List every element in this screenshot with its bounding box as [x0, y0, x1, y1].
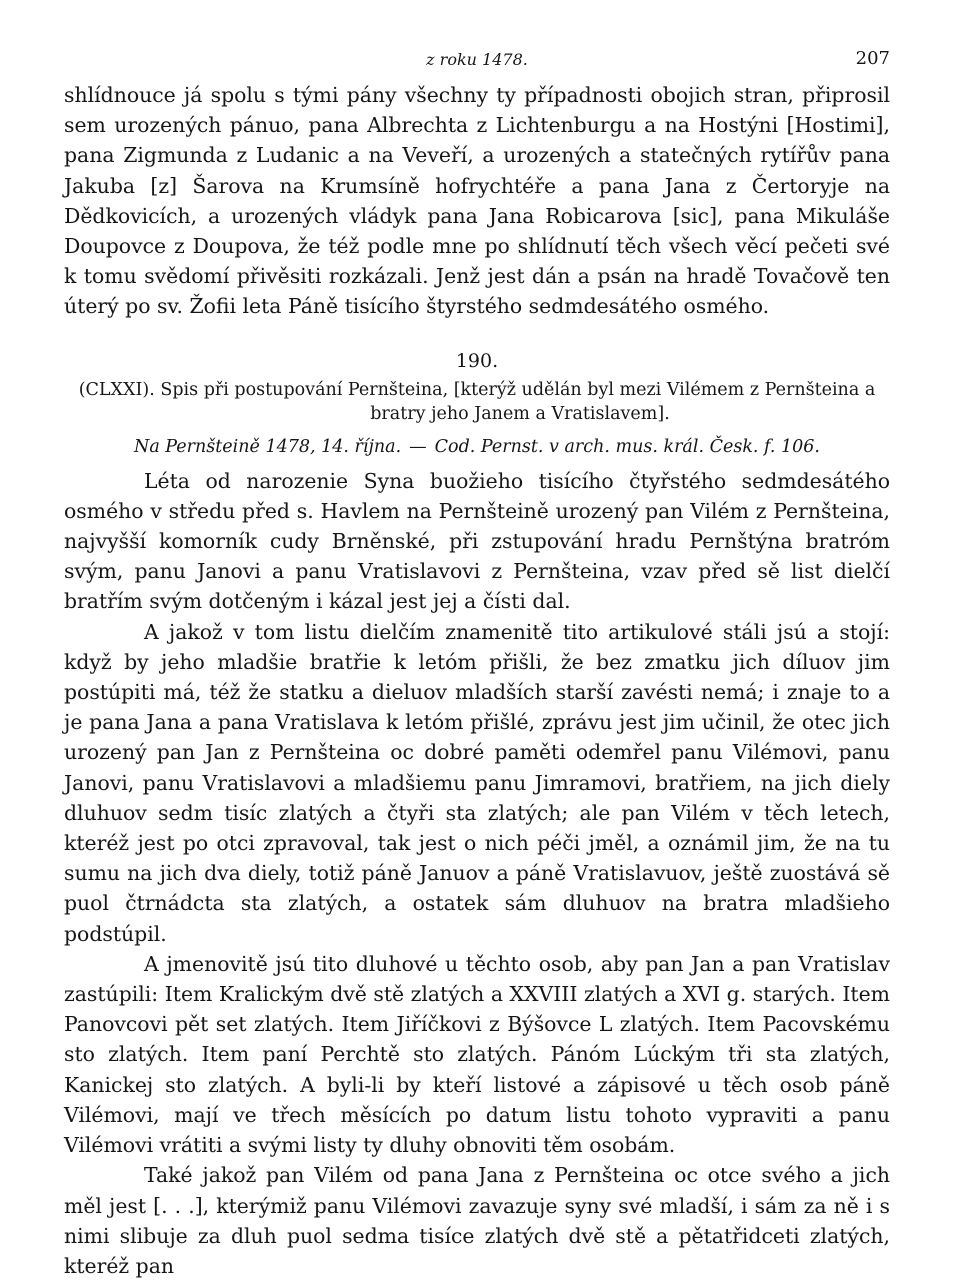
- running-head: [64, 44, 890, 80]
- document-roman-number: (CLXXI).: [78, 379, 155, 400]
- source-place-date: Na Pernšteině 1478, 14. října.: [134, 436, 402, 457]
- intro-paragraph: shlídnouce já spolu s tými pány všechny ty případnosti obojich stran, připrosil sem urozených pánuo, pana Albrechta z Lichtenburgu a na Hostýni [Hostimi], pana Zigmunda z Ludanic a na Veveří, a urozených a statečných rytířův pana Jakuba [z] Šarova na Krumsíně hofrychtéře a pana Jana z Čertoryje na Dědkovicích, a urozených vládyk pana Jana Robicarova [sic], pana Mikuláše Doupovce z Doupova, že též podle mne po shlídnutí těch všech věcí pečeti své k tomu svědomí přivěsiti rozkázali. Jenž jest dán a psán na hradě Tovačově ten úterý po sv. Žofii leta Páně tisícího štyrstého sedmdesátého osmého.: [64, 83, 890, 319]
- page-number: 207: [855, 48, 890, 69]
- body-paragraph: Léta od narozenie Syna buožieho tisícího čtyřstého sedmdesátého osmého v středu před s. Havlem na Pernšteině urozený pan Vilém z Pernšteina, najvyšší komorník cudy Brněnské, při zstupování hradu Pernštýna bratróm svým, panu Janovi a panu Vratislavovi z Pernšteina, vzav před sě list dielčí bratřím svým dotčeným i kázal jest jej a čísti dal.: [64, 468, 890, 614]
- source-line: [64, 432, 890, 462]
- source-reference: Cod. Pernst. v arch. mus. král. Česk. f. 106.: [434, 436, 820, 457]
- body-paragraph: A jakož v tom listu dielčím znamenitě tito artikulové stáli jsú a stojí: když by jeho mladšie bratřie k letóm přišli, že bez zmatku jich díluov jim postúpiti má, též že statku a dieluov mladších starší zavésti nemá; i znaje to a je pana Jana a pana Vratislava k letóm přišlé, zprávu jest jim učinil, že otec jich urozený pan Jan z Pernšteina oc dobré paměti odemřel panu Vilémovi, panu Janovi, panu Vratislavovi a mladšiemu panu Jimramovi, bratřiem, na jich diely dluhuov sedm tisíc zlatých a čtyři sta zlatých; ale pan Vilém v těch letech, kteréž jest po otci zpravoval, tak jest o nich péči jměl, a oznámil jim, že na tu sumu na jich dva diely, totiž páně Januov a páně Vratislavuov, ještě zuostává sě puol čtrnádcta sta zlatých, a ostatek sám dluhuov na bratra mladšieho podstúpil.: [64, 619, 890, 946]
- document-heading: [64, 378, 890, 426]
- body-paragraph: Také jakož pan Vilém od pana Jana z Pernšteina oc otce svého a jich měl jest [. . .], kterýmiž panu Vilémovi zavazuje syny své mladší, i sám za ně i s nimi slibuje za dluh puol sedma tisíce zlatých dvě stě a pětatřidceti zlatých, kteréž pan: [64, 1163, 890, 1278]
- source-separator: —: [409, 436, 427, 457]
- document-heading-text: Spis při postupování Pernšteina, [kterýž udělán byl mezi Vilémem z Pernšteina a bratry jeho Janem a Vratislavem].: [160, 379, 876, 424]
- running-title: z roku 1478.: [426, 50, 528, 69]
- book-page: [64, 44, 890, 1281]
- body-paragraph: A jmenovitě jsú tito dluhové u těchto osob, aby pan Jan a pan Vratislav zastúpili: Item Kralickým dvě stě zlatých a XXVIII zlatých a XVI g. starých. Item Panovcovi pět set zlatých. Item Jiříčkovi z Býšovce L zlatých. Item Pacovskému sto zlatých. Item paní Perchtě sto zlatých. Pánóm Lúckým tři sta zlatých, Kanickej sto zlatých. A byli-li by kteří listové a zápisové u těch osob páně Vilémovi, mají ve třech měsících po datum listu tohoto vypraviti a panu Vilémovi vrátiti a svými listy ty dluhy obnoviti těm osobám.: [64, 951, 890, 1158]
- document-number: 190.: [455, 349, 499, 372]
